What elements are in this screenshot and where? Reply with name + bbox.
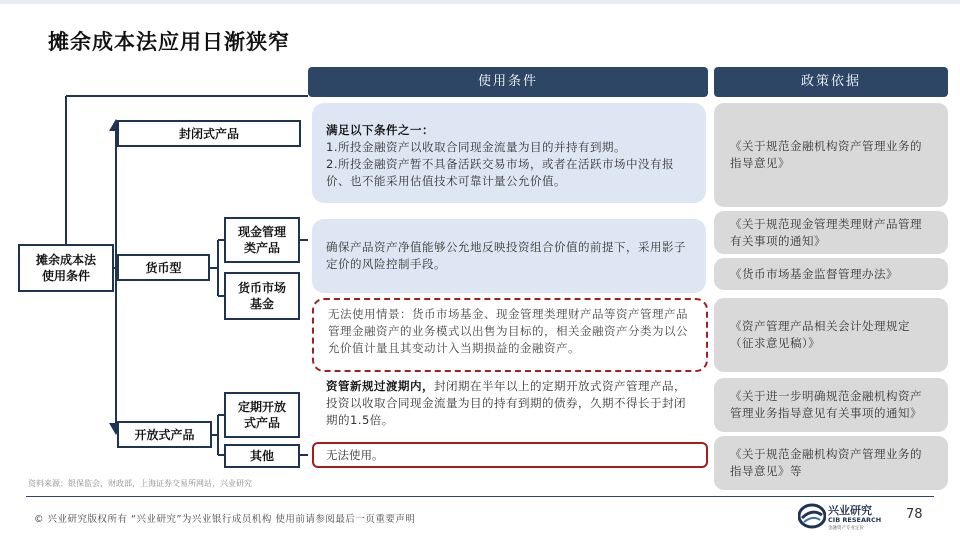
page-number: 78 bbox=[906, 507, 923, 522]
condition-closed bbox=[312, 103, 706, 203]
node-open-product: 开放式产品 bbox=[117, 421, 212, 448]
condition-closed-line2: 2.所投金融资产暂不具备活跃交易市场，或者在活跃市场中没有报价、也不能采用估值技术可靠计量公允价值。 bbox=[326, 157, 674, 188]
node-money-market-fund: 货币市场 基金 bbox=[224, 272, 300, 320]
node-other: 其他 bbox=[224, 444, 300, 468]
policy-money-market: 《货币市场基金监督管理办法》 bbox=[714, 258, 948, 290]
condition-no-use-scenario: 无法使用情景：货币市场基金、现金管理类理财产品等资产管理产品管理金融资产的业务模式以出售为目标的，相关金融资产分类为以公允价值计量且其变动计入当期损益的金融资产。 bbox=[312, 298, 708, 372]
node-periodic-open: 定期开放 式产品 bbox=[224, 392, 300, 438]
node-money-type: 货币型 bbox=[117, 254, 210, 281]
footer-divider bbox=[26, 496, 934, 497]
condition-other: 无法使用。 bbox=[312, 442, 708, 468]
condition-periodic-open bbox=[312, 378, 706, 436]
footer-disclaimer: © 兴业研究版权所有 “兴业研究”为兴业银行成员机构 使用前请参阅最后一页重要声明 bbox=[34, 514, 416, 525]
header-policy: 政策依据 bbox=[714, 67, 948, 97]
page-title: 摊余成本法应用日渐狭窄 bbox=[48, 30, 290, 54]
condition-periodic-text: 封闭期在半年以上的定期开放式资产管理产品，投资以收取合同现金流量为目的持有到期的债券，久期不得长于封闭期的1.5倍。 bbox=[326, 379, 686, 427]
cib-logo-icon bbox=[798, 503, 826, 529]
logo-name: 兴业研究 bbox=[828, 504, 872, 517]
source-note: 资料来源：银保监会，财政部，上海证券交易所网站，兴业研究 bbox=[28, 479, 252, 488]
condition-closed-heading: 满足以下条件之一： bbox=[326, 123, 434, 137]
header-conditions: 使用条件 bbox=[308, 67, 708, 97]
policy-other: 《关于规范金融机构资产管理业务的指导意见》等 bbox=[714, 436, 948, 490]
condition-periodic-bold: 资管新规过渡期内， bbox=[326, 379, 434, 393]
logo-english: CIB RESEARCH bbox=[828, 516, 882, 524]
policy-accounting: 《资产管理产品相关会计处理规定（征求意见稿）》 bbox=[714, 298, 948, 372]
policy-closed: 《关于规范金融机构资产管理业务的指导意见》 bbox=[714, 103, 948, 207]
root-node: 摊余成本法 使用条件 bbox=[18, 244, 114, 292]
policy-transition: 《关于进一步明确规范金融机构资产管理业务指导意见有关事项的通知》 bbox=[714, 378, 948, 432]
node-cash-management: 现金管理 类产品 bbox=[224, 217, 300, 263]
condition-money: 确保产品资产净值能够公允地反映投资组合价值的前提下，采用影子定价的风险控制手段。 bbox=[312, 219, 706, 293]
logo-subtitle: 金融资产专业定价 bbox=[828, 526, 864, 531]
node-closed-product: 封闭式产品 bbox=[117, 120, 301, 147]
condition-closed-line1: 1.所投金融资产以收取合同现金流量为目的并持有到期。 bbox=[326, 140, 626, 154]
policy-cash-management: 《关于规范现金管理类理财产品管理有关事项的通知》 bbox=[714, 211, 948, 254]
